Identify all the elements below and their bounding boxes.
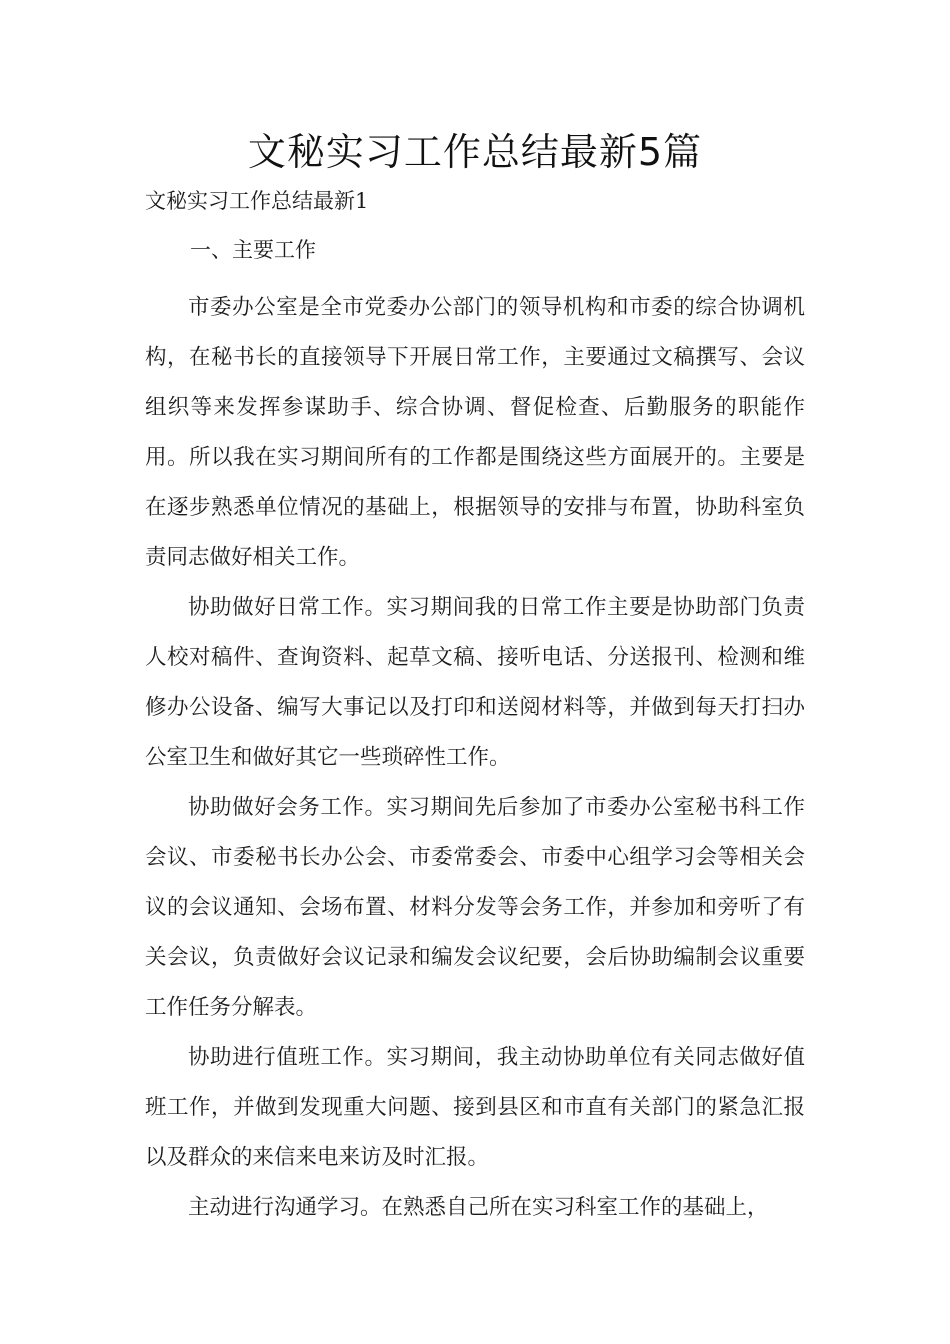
paragraph: 主动进行沟通学习。在熟悉自己所在实习科室工作的基础上， — [188, 1195, 769, 1220]
body-text — [145, 283, 805, 1233]
paragraph: 市委办公室是全市党委办公部门的领导机构和市委的综合协调机构，在秘书长的直接领导下开展日常工作，主要通过文稿撰写、会议组织等来发挥参谋助手、综合协调、督促检查、后勤服务的职能作用。所以我在实习期间所有的工作都是围绕这些方面展开的。主要是在逐步熟悉单位情况的基础上，根据领导的安排与布置，协助科室负责同志做好相关工作。 — [145, 295, 805, 570]
paragraph: 协助做好日常工作。实习期间我的日常工作主要是协助部门负责人校对稿件、查询资料、起草文稿、接听电话、分送报刊、检测和维修办公设备、编写大事记以及打印和送阅材料等，并做到每天打扫办公室卫生和做好其它一些琐碎性工作。 — [145, 595, 805, 770]
paragraph: 协助做好会务工作。实习期间先后参加了市委办公室秘书科工作会议、市委秘书长办公会、市委常委会、市委中心组学习会等相关会议的会议通知、会场布置、材料分发等会务工作，并参加和旁听了有关会议，负责做好会议记录和编发会议纪要，会后协助编制会议重要工作任务分解表。 — [145, 795, 805, 1020]
paragraph: 协助进行值班工作。实习期间，我主动协助单位有关同志做好值班工作，并做到发现重大问题、接到县区和市直有关部门的紧急汇报以及群众的来信来电来访及时汇报。 — [145, 1045, 805, 1170]
section-heading: 一、主要工作 — [190, 238, 316, 262]
document-title: 文秘实习工作总结最新5篇 — [247, 130, 703, 174]
document-subtitle: 文秘实习工作总结最新1 — [145, 189, 369, 213]
